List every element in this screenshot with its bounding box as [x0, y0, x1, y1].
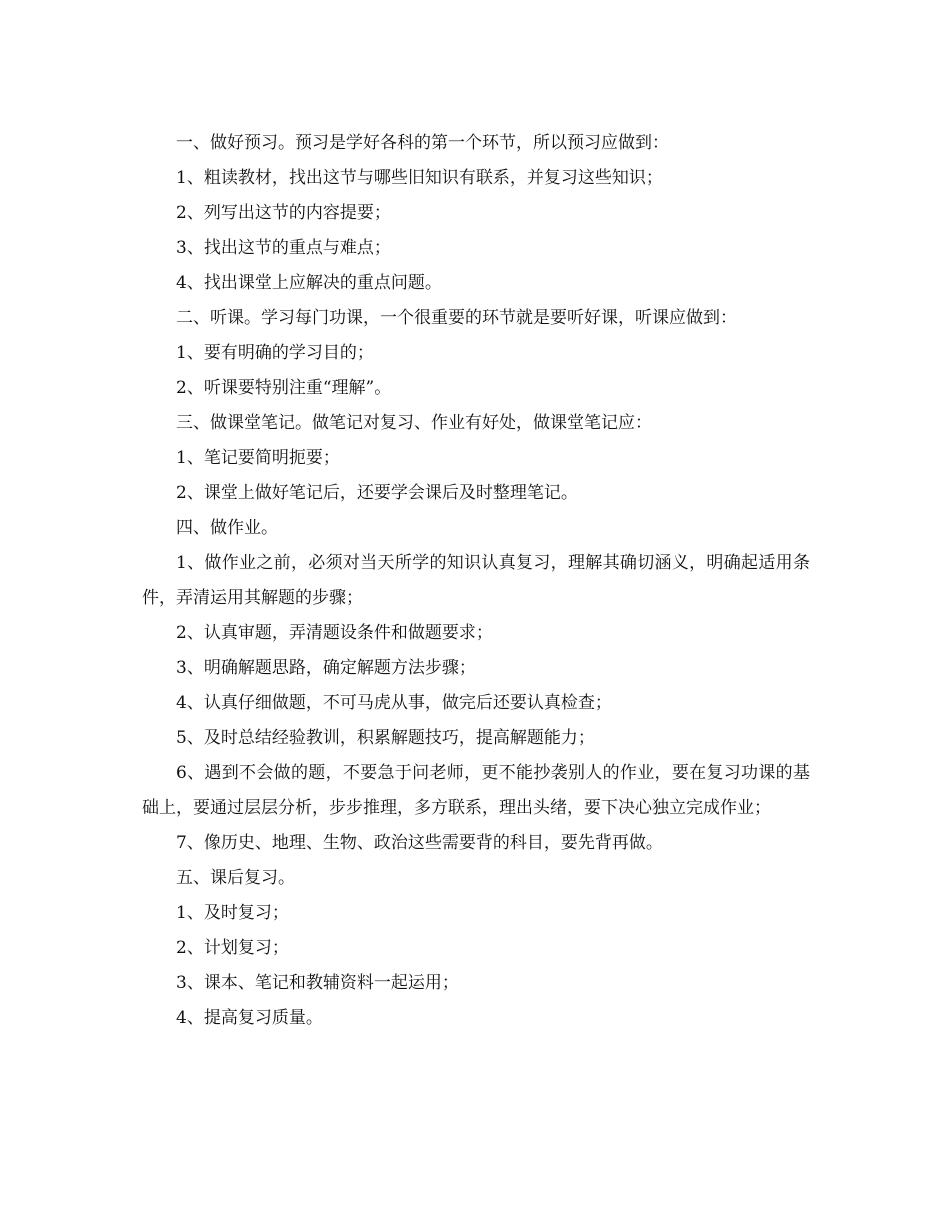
list-item: 1、笔记要简明扼要；	[176, 448, 340, 468]
list-item: 4、提高复习质量。	[176, 1008, 323, 1028]
section-heading-preview: 一、做好预习。预习是学好各科的第一个环节，所以预习应做到：	[176, 133, 669, 153]
list-item: 2、听课要特别注重“理解”。	[176, 378, 392, 398]
section-heading-listening: 二、听课。学习每门功课，一个很重要的环节就是要听好课，听课应做到：	[176, 308, 737, 328]
list-item: 2、课堂上做好笔记后，还要学会课后及时整理笔记。	[176, 483, 578, 503]
list-item: 2、计划复习；	[176, 938, 289, 958]
list-item: 2、列写出这节的内容提要；	[176, 203, 391, 223]
section-heading-homework: 四、做作业。	[176, 518, 278, 538]
section-heading-review: 五、课后复习。	[176, 868, 295, 888]
list-item: 4、认真仔细做题，不可马虎从事，做完后还要认真检查；	[176, 693, 612, 713]
list-item: 1、做作业之前，必须对当天所学的知识认真复习，理解其确切涵义，明确起适用条件，弄清运用其解题的步骤；	[142, 553, 810, 608]
section-heading-notes: 三、做课堂笔记。做笔记对复习、作业有好处，做课堂笔记应：	[176, 413, 652, 433]
list-item: 1、要有明确的学习目的；	[176, 343, 374, 363]
list-item: 7、像历史、地理、生物、政治这些需要背的科目，要先背再做。	[176, 833, 663, 853]
list-item: 5、及时总结经验教训，积累解题技巧，提高解题能力；	[176, 728, 595, 748]
list-item: 3、明确解题思路，确定解题方法步骤；	[176, 658, 476, 678]
list-item: 4、找出课堂上应解决的重点问题。	[176, 273, 442, 293]
list-item: 1、及时复习；	[176, 903, 289, 923]
document-body	[142, 126, 810, 1036]
list-item: 6、遇到不会做的题，不要急于问老师，更不能抄袭别人的作业，要在复习功课的基础上，要通过层层分析，步步推理，多方联系，理出头绪，要下决心独立完成作业；	[142, 763, 810, 818]
list-item: 2、认真审题，弄清题设条件和做题要求；	[176, 623, 493, 643]
list-item: 1、粗读教材，找出这节与哪些旧知识有联系，并复习这些知识；	[176, 168, 663, 188]
list-item: 3、找出这节的重点与难点；	[176, 238, 391, 258]
list-item: 3、课本、笔记和教辅资料一起运用；	[176, 973, 459, 993]
